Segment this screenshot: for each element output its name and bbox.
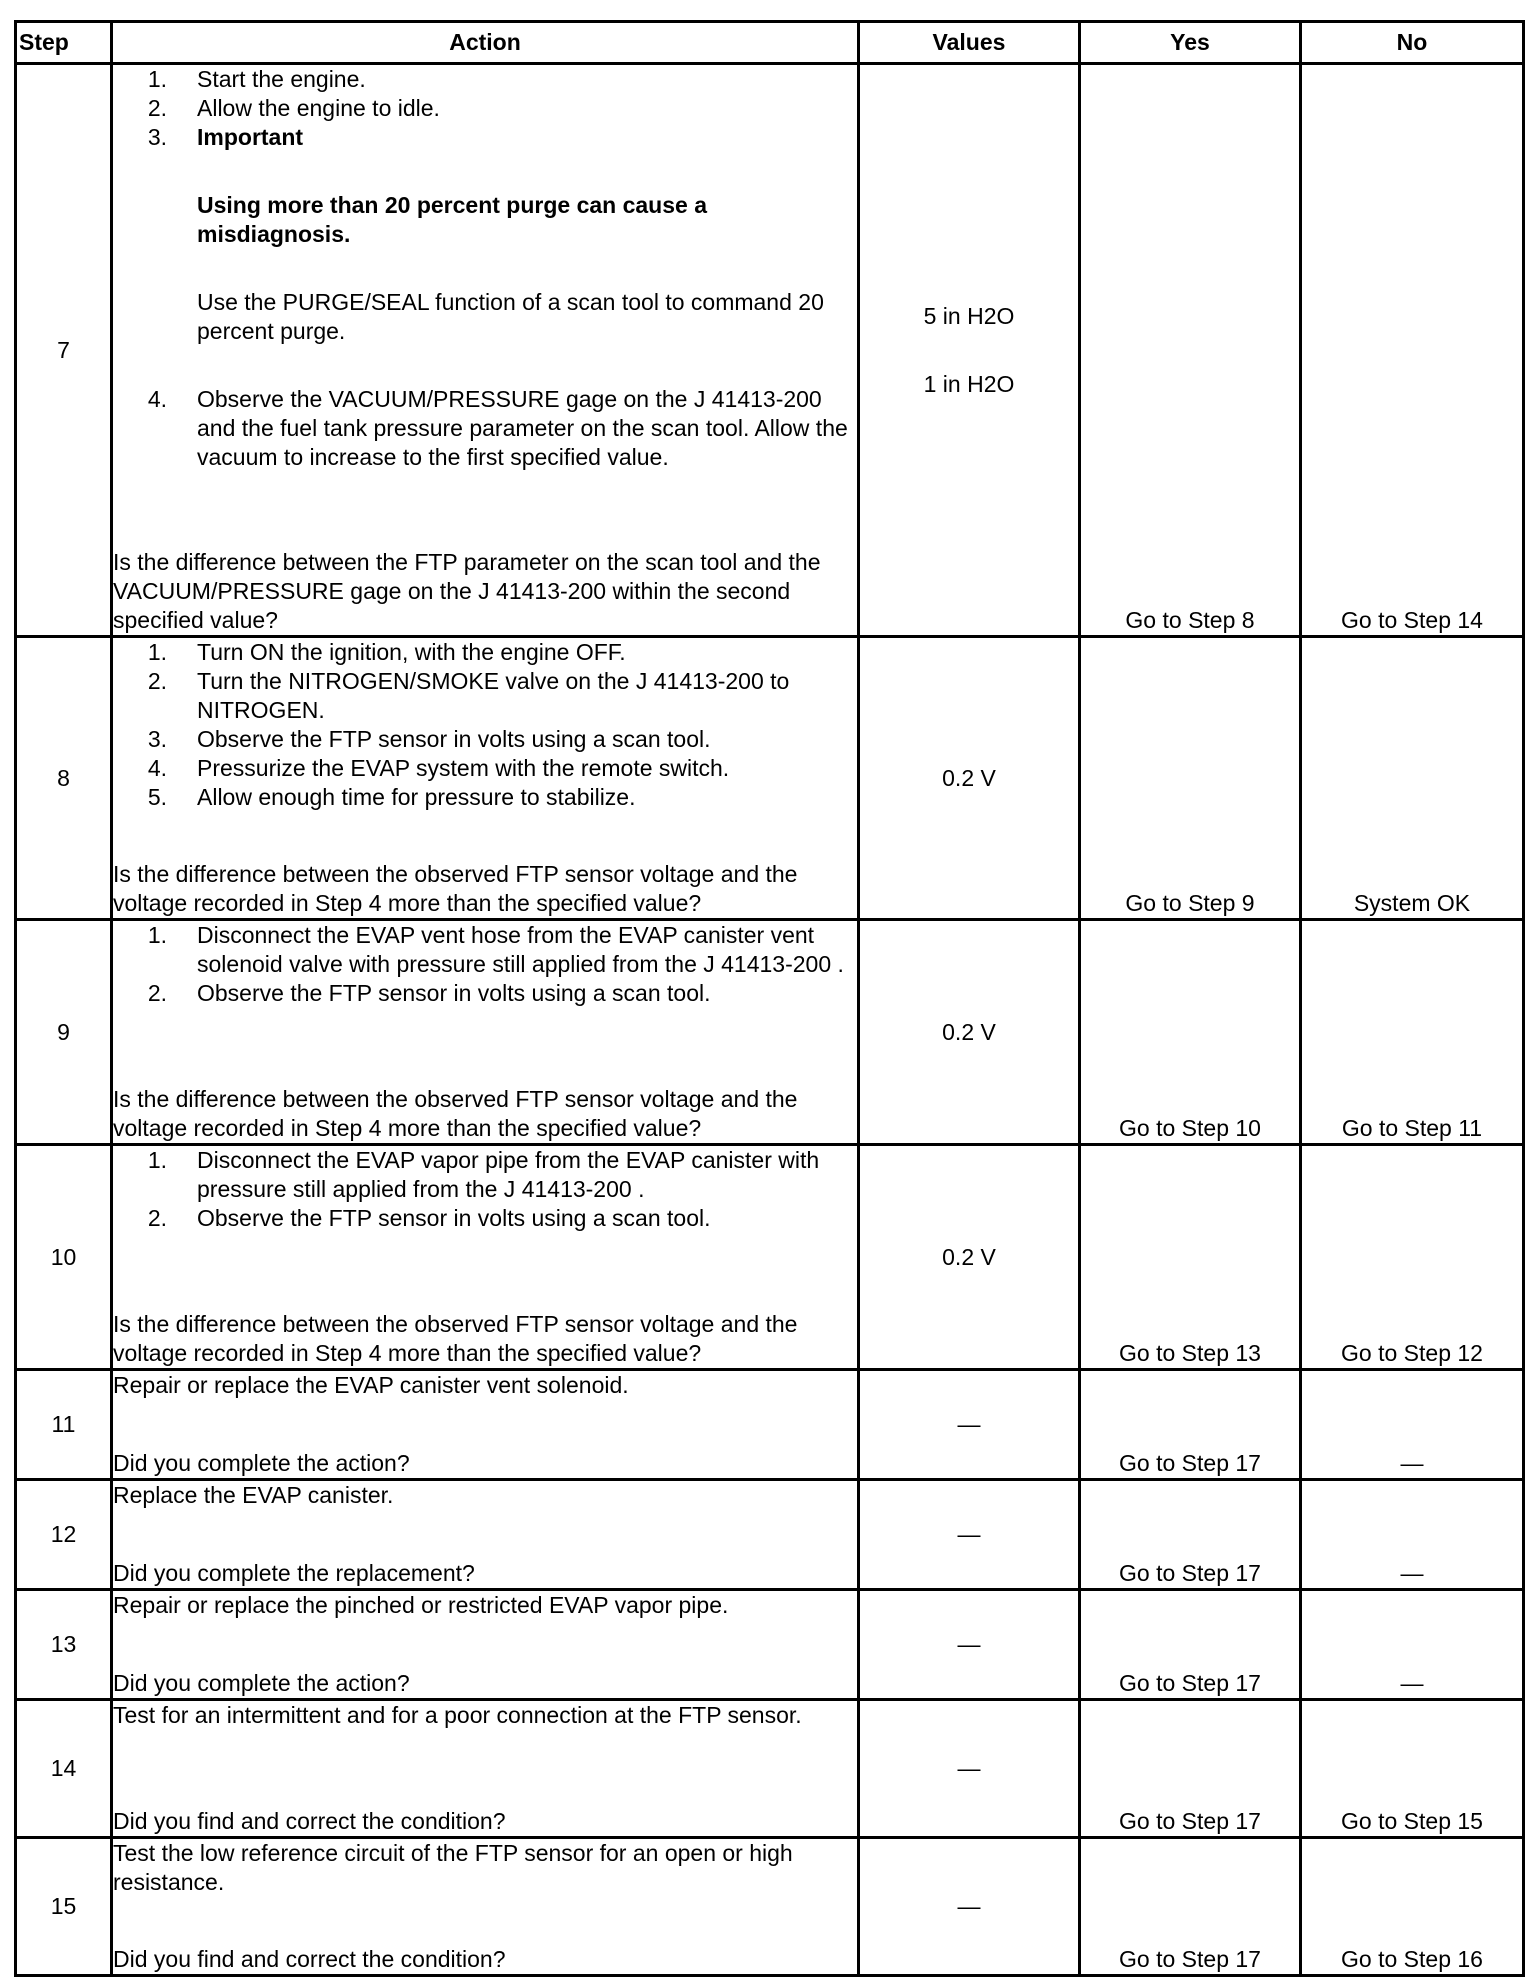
step-number: 14 (16, 1700, 112, 1838)
action-item: 2. Observe the FTP sensor in volts using a scan tool. (147, 980, 711, 1006)
yes-cell: Go to Step 17 (1080, 1838, 1301, 1976)
table-row-step-14 (16, 1700, 1524, 1838)
action-item: 2. Observe the FTP sensor in volts using a scan tool. (147, 1205, 711, 1231)
action-question: Did you complete the action? (113, 1670, 410, 1696)
column-header-action: Action (112, 22, 859, 64)
action-list (113, 1146, 857, 1233)
action-cell (112, 64, 859, 637)
yes-cell: Go to Step 10 (1080, 920, 1301, 1145)
action-text: Repair or replace the pinched or restricted EVAP vapor pipe. (113, 1592, 729, 1618)
step-number: 10 (16, 1145, 112, 1370)
action-question: Did you find and correct the condition? (113, 1808, 506, 1834)
values-cell: — (859, 1370, 1080, 1480)
value-second: 1 in H2O (923, 370, 1015, 397)
action-item: 1. Start the engine. (147, 66, 366, 92)
action-cell (112, 1370, 859, 1480)
step-number: 8 (16, 637, 112, 920)
no-cell: — (1301, 1590, 1524, 1700)
action-item: 3. Important Using more than 20 percent purge can cause a misdiagnosis. Use the PURGE/SEAL function of a scan tool to command 20 percent purge. (113, 123, 857, 346)
action-text: Repair or replace the EVAP canister vent solenoid. (113, 1372, 629, 1398)
action-list (113, 921, 857, 1008)
table-row-step-9 (16, 920, 1524, 1145)
action-item: 1. Disconnect the EVAP vapor pipe from the EVAP canister with pressure still applied from the J 41413-200 . (147, 1147, 820, 1202)
action-list (113, 65, 857, 472)
action-item: 2. Turn the NITROGEN/SMOKE valve on the J 41413-200 to NITROGEN. (147, 668, 790, 723)
yes-cell: Go to Step 13 (1080, 1145, 1301, 1370)
header-row (16, 22, 1524, 64)
values-cell: — (859, 1590, 1080, 1700)
important-warning: Using more than 20 percent purge can cause a misdiagnosis. (197, 192, 707, 247)
no-cell: System OK (1301, 637, 1524, 920)
column-header-yes: Yes (1080, 22, 1301, 64)
action-cell (112, 1480, 859, 1590)
table-row-step-8 (16, 637, 1524, 920)
action-cell (112, 637, 859, 920)
action-item: 3. Observe the FTP sensor in volts using a scan tool. (147, 726, 711, 752)
values-cell: 0.2 V (859, 637, 1080, 920)
action-item: 1. Disconnect the EVAP vent hose from the EVAP canister vent solenoid valve with pressure still applied from the J 41413-200 . (147, 922, 844, 977)
table-row-step-11 (16, 1370, 1524, 1480)
yes-cell: Go to Step 9 (1080, 637, 1301, 920)
action-text: Test for an intermittent and for a poor connection at the FTP sensor. (113, 1702, 802, 1728)
column-header-no: No (1301, 22, 1524, 64)
no-cell: Go to Step 15 (1301, 1700, 1524, 1838)
important-body: Use the PURGE/SEAL function of a scan tool to command 20 percent purge. (197, 289, 824, 344)
no-cell: Go to Step 12 (1301, 1145, 1524, 1370)
values-cell: 0.2 V (859, 920, 1080, 1145)
column-header-step: Step (16, 22, 112, 64)
step-number: 11 (16, 1370, 112, 1480)
action-question: Did you complete the action? (113, 1450, 410, 1476)
action-cell (112, 1700, 859, 1838)
diagnostic-table (14, 20, 1525, 1977)
action-text: Replace the EVAP canister. (113, 1482, 394, 1508)
no-cell: — (1301, 1480, 1524, 1590)
step-number: 15 (16, 1838, 112, 1976)
action-question: Is the difference between the observed FTP sensor voltage and the voltage recorded in Step 4 more than the specified value? (113, 1086, 798, 1141)
table-row-step-7 (16, 64, 1524, 637)
values-cell: — (859, 1838, 1080, 1976)
action-item: 5. Allow enough time for pressure to stabilize. (147, 784, 636, 810)
action-cell (112, 1590, 859, 1700)
action-cell (112, 1838, 859, 1976)
no-cell: — (1301, 1370, 1524, 1480)
action-item: 4. Pressurize the EVAP system with the remote switch. (147, 755, 730, 781)
no-cell: Go to Step 16 (1301, 1838, 1524, 1976)
yes-cell: Go to Step 17 (1080, 1480, 1301, 1590)
action-item: 4. Observe the VACUUM/PRESSURE gage on the J 41413-200 and the fuel tank pressure parameter on the scan tool. Allow the vacuum to increase to the first specified value. (147, 386, 848, 470)
values-cell: 0.2 V (859, 1145, 1080, 1370)
table-row-step-12 (16, 1480, 1524, 1590)
action-cell (112, 920, 859, 1145)
yes-cell: Go to Step 17 (1080, 1370, 1301, 1480)
step-number: 9 (16, 920, 112, 1145)
column-header-values: Values (859, 22, 1080, 64)
action-question: Did you find and correct the condition? (113, 1946, 506, 1972)
step-number: 12 (16, 1480, 112, 1590)
no-cell: Go to Step 14 (1301, 64, 1524, 637)
action-list (113, 638, 857, 812)
table-row-step-15 (16, 1838, 1524, 1976)
table-row-step-13 (16, 1590, 1524, 1700)
value-first: 5 in H2O (923, 302, 1015, 329)
values-cell: — (859, 1700, 1080, 1838)
action-item: 2. Allow the engine to idle. (147, 95, 440, 121)
step-number: 7 (16, 64, 112, 637)
yes-cell: Go to Step 17 (1080, 1590, 1301, 1700)
action-question: Did you complete the replacement? (113, 1560, 475, 1586)
step-number: 13 (16, 1590, 112, 1700)
no-cell: Go to Step 11 (1301, 920, 1524, 1145)
action-text: Test the low reference circuit of the FTP sensor for an open or high resistance. (113, 1840, 793, 1895)
action-question: Is the difference between the observed FTP sensor voltage and the voltage recorded in Step 4 more than the specified value? (113, 1311, 798, 1366)
action-item: 1. Turn ON the ignition, with the engine OFF. (147, 639, 626, 665)
action-question: Is the difference between the observed FTP sensor voltage and the voltage recorded in Step 4 more than the specified value? (113, 861, 798, 916)
values-cell (859, 64, 1080, 637)
action-cell (112, 1145, 859, 1370)
yes-cell: Go to Step 17 (1080, 1700, 1301, 1838)
action-question: Is the difference between the FTP parameter on the scan tool and the VACUUM/PRESSURE gage on the J 41413-200 within the second specified value? (113, 549, 821, 633)
values-cell: — (859, 1480, 1080, 1590)
yes-cell: Go to Step 8 (1080, 64, 1301, 637)
table-row-step-10 (16, 1145, 1524, 1370)
important-heading: Important (197, 124, 304, 150)
